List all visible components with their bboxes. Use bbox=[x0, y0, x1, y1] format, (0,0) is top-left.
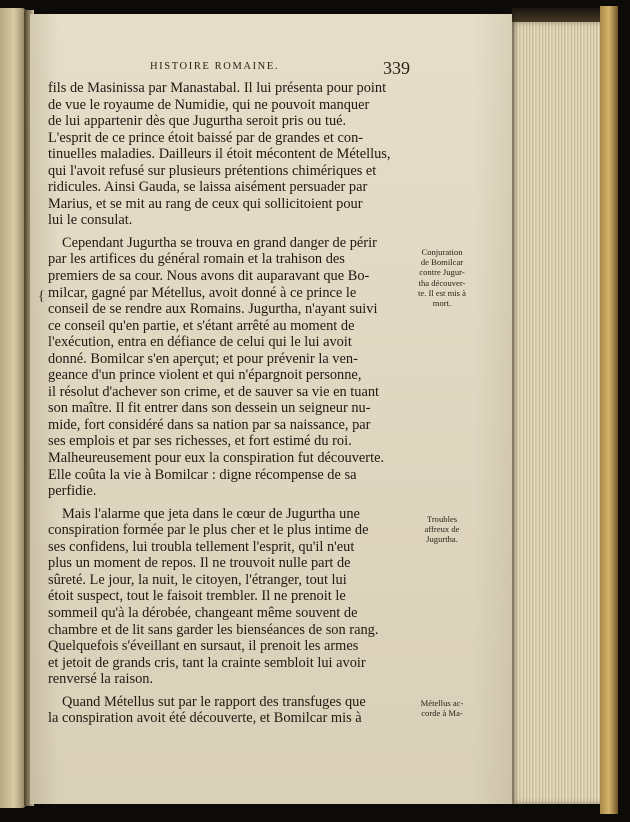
margin-note-line: Jugurtha. bbox=[426, 534, 458, 545]
margin-note-line: affreux de bbox=[424, 524, 460, 535]
left-page-edge bbox=[0, 8, 26, 808]
text-line: milcar, gagné par Métellus, avoit donné à ce prince le bbox=[48, 284, 357, 301]
text-line: ridicules. Ainsi Gauda, se laissa aisément persuader par bbox=[48, 179, 368, 196]
paragraph bbox=[48, 694, 408, 727]
text-line: conspiration formée par le plus cher et le plus intime de bbox=[48, 522, 369, 539]
text-line: Quand Métellus sut par le rapport des transfuges que bbox=[62, 693, 366, 710]
text-line: premiers de sa cour. Nous avons dit auparavant que Bo- bbox=[48, 268, 370, 285]
text-line: étoit suspect, tout le faisoit trembler. Il ne prenoit le bbox=[48, 588, 346, 605]
text-line: de lui appartenir dès que Jugurtha seroit pris ou tué. bbox=[48, 113, 347, 130]
paragraph bbox=[48, 506, 408, 688]
text-line: et jetoit de grands cris, tant la crainte sembloit lui avoir bbox=[48, 654, 366, 671]
margin-brace-mark: { bbox=[38, 289, 45, 304]
running-title: HISTOIRE ROMAINE. bbox=[150, 61, 280, 72]
text-line: donné. Bomilcar s'en aperçut; et pour prévenir la ven- bbox=[48, 350, 358, 367]
body-text bbox=[48, 80, 408, 727]
margin-note-line: tha découver- bbox=[418, 277, 466, 288]
text-line: la conspiration avoit été découverte, et Bomilcar mis à bbox=[48, 710, 362, 727]
text-line: renversé la raison. bbox=[48, 671, 154, 688]
paragraph bbox=[48, 235, 408, 500]
margin-note-troubles bbox=[409, 514, 475, 545]
page-number: 339 bbox=[383, 58, 410, 78]
text-line: fils de Masinissa par Manastabal. Il lui présenta pour point bbox=[48, 80, 387, 96]
text-line: sûreté. Le jour, la nuit, le citoyen, l'étranger, tout lui bbox=[48, 571, 347, 588]
text-line: ses emplois et par ses richesses, et fort estimé du roi. bbox=[48, 433, 352, 450]
text-line: conseil de se rendre aux Romains. Jugurtha, n'ayant suivi bbox=[48, 301, 378, 318]
text-line: ce conseil qu'en partie, et s'étant arrêté au moment de bbox=[48, 317, 355, 334]
text-line: tinuelles maladies. Dailleurs il étoit mécontent de Métellus, bbox=[48, 146, 391, 163]
text-line: ses confidens, lui troubla tellement l'esprit, qu'il n'eut bbox=[48, 538, 355, 555]
text-line: plus un moment de repos. Il ne trouvoit nulle part de bbox=[48, 555, 351, 572]
text-line: Cependant Jugurtha se trouva en grand danger de périr bbox=[62, 234, 377, 251]
margin-note-line: corde à Ma- bbox=[421, 708, 463, 719]
text-line: sommeil qu'à la dérobée, changeant même souvent de bbox=[48, 604, 358, 621]
text-line: par les artifices du général romain et la trahison des bbox=[48, 251, 345, 268]
text-line: de vue le royaume de Numidie, qui ne pouvoit manquer bbox=[48, 96, 370, 113]
margin-note-line: Troubles bbox=[426, 514, 458, 524]
text-line: L'esprit de ce prince étoit baissé par de grandes et con- bbox=[48, 129, 364, 146]
paragraph bbox=[48, 80, 408, 229]
margin-note-line: Conjuration bbox=[421, 247, 463, 257]
text-line: il résolut d'achever son crime, et de sauver sa vie en tuant bbox=[48, 383, 380, 400]
text-line: chambre et de lit sans garder les bienséances de son rang. bbox=[48, 621, 379, 638]
text-line: perfidie. bbox=[48, 483, 97, 500]
margin-note-line: contre Jugur- bbox=[419, 267, 465, 278]
text-line: Elle coûta la vie à Bomilcar : digne récompense de sa bbox=[48, 466, 357, 483]
margin-note-line: Métellus ac- bbox=[420, 698, 464, 708]
margin-note-line: te. Il est mis à bbox=[418, 287, 466, 298]
margin-note-metellus bbox=[409, 698, 475, 718]
text-line: Malheureusement pour eux la conspiration fut découverte. bbox=[48, 450, 385, 467]
text-line: qui l'avoit refusé sur plusieurs prétentions chimériques et bbox=[48, 162, 377, 179]
margin-note-line: de Bomilcar bbox=[420, 257, 464, 268]
text-line: Mais l'alarme que jeta dans le cœur de Jugurtha une bbox=[62, 505, 360, 522]
text-line: Marius, et se mit au rang de ceux qui sollicitoient pour bbox=[48, 195, 363, 212]
text-line: mide, fort considéré dans sa nation par sa naissance, par bbox=[48, 416, 371, 433]
margin-note-line: mort. bbox=[432, 298, 452, 309]
text-line: geance d'un prince violent et qui n'épargnoit personne, bbox=[48, 367, 362, 384]
text-line: Quelquefois s'éveillant en sursaut, il prenoit les armes bbox=[48, 638, 359, 655]
text-line: son maître. Il fit entrer dans son dessein un seigneur nu- bbox=[48, 400, 371, 417]
page-stack-edges bbox=[508, 22, 604, 804]
text-line: lui le consulat. bbox=[48, 212, 133, 229]
text-line: l'exécution, entra en défiance de celui qui le lui avoit bbox=[48, 334, 352, 351]
book-cover-edge bbox=[600, 6, 618, 814]
margin-note-conjuration bbox=[409, 247, 475, 308]
